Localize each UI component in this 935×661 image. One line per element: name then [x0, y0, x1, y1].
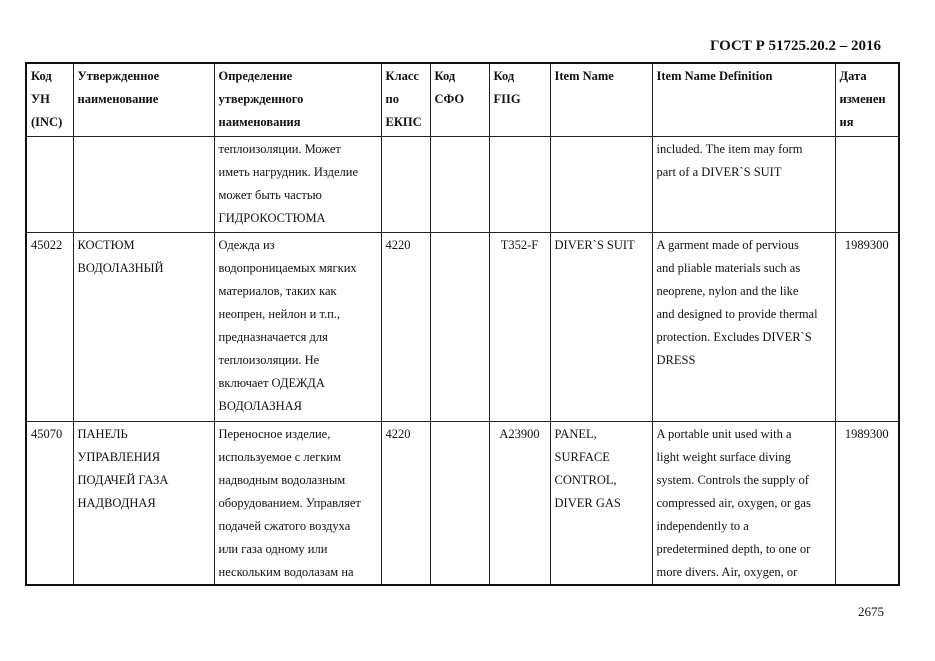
cell-text-line: independently to a: [656, 518, 749, 533]
cell-text-line: included. The item may form: [656, 141, 803, 156]
cell-text-line: 1989300: [844, 426, 889, 441]
cell-text-line: A garment made of pervious: [656, 237, 799, 252]
cell-text-line: ЕКПС: [385, 115, 422, 129]
cell-text-line: Item Name: [554, 69, 614, 83]
cell-text-line: CONTROL,: [554, 472, 617, 487]
cell-text-line: T352-F: [500, 237, 539, 252]
cell-sfo: [430, 421, 489, 585]
cell-text-line: FIIG: [493, 92, 521, 106]
header-code-un: [26, 63, 73, 136]
cell-text-line: Переносное изделие,: [218, 426, 331, 441]
cell-date: [835, 136, 899, 232]
cell-name: [73, 421, 214, 585]
cell-text-line: DIVER`S SUIT: [554, 237, 635, 252]
cell-text-line: Код: [31, 69, 52, 83]
cell-text-line: по: [385, 92, 399, 106]
cell-text-line: подачей сжатого воздуха: [218, 518, 351, 533]
cell-text-line: Утвержденное: [77, 69, 160, 83]
cell-text-line: Код: [434, 69, 456, 83]
cell-text-line: neoprene, nylon and the like: [656, 283, 799, 298]
cell-text-line: 45022: [31, 237, 63, 252]
cell-text-line: compressed air, oxygen, or gas: [656, 495, 811, 510]
cell-code: [26, 136, 73, 232]
cell-text-line: 4220: [385, 237, 411, 252]
header-class: [381, 63, 430, 136]
cell-text-line: 1989300: [844, 237, 889, 252]
header-definition: [214, 63, 381, 136]
cell-definition: [214, 232, 381, 421]
cell-text-line: ВОДОЛАЗНЫЙ: [77, 260, 164, 275]
cell-text-line: Класс: [385, 69, 419, 83]
table-row: [26, 421, 899, 585]
cell-text-line: Код: [493, 69, 515, 83]
cell-text-line: ПОДАЧЕЙ ГАЗА: [77, 472, 169, 487]
cell-fiig: [489, 136, 550, 232]
cell-text-line: Определение: [218, 69, 293, 83]
cell-text-line: ия: [839, 115, 854, 129]
cell-text-line: DRESS: [656, 352, 696, 367]
header-code-sfo: [430, 63, 489, 136]
cell-text-line: ГИДРОКОСТЮМА: [218, 210, 326, 225]
cell-text-line: ВОДОЛАЗНАЯ: [218, 398, 303, 413]
cell-text-line: УПРАВЛЕНИЯ: [77, 449, 161, 464]
cell-text-line: КОСТЮМ: [77, 237, 135, 252]
cell-definition: [214, 136, 381, 232]
cell-text-line: Дата: [839, 69, 867, 83]
cell-text-line: иметь нагрудник. Изделие: [218, 164, 359, 179]
cell-text-line: 45070: [31, 426, 63, 441]
table-row: [26, 232, 899, 421]
cell-name: [73, 136, 214, 232]
cell-text-line: наименования: [218, 115, 301, 129]
cell-date: [835, 232, 899, 421]
cell-fiig: [489, 232, 550, 421]
cell-text-line: SURFACE: [554, 449, 610, 464]
document-code: ГОСТ Р 51725.20.2 – 2016: [710, 38, 882, 54]
cell-text-line: изменен: [839, 92, 886, 106]
header-code-fiig: [489, 63, 550, 136]
cell-code: [26, 232, 73, 421]
cell-item-definition: [652, 232, 835, 421]
cell-text-line: используемое с легким: [218, 449, 342, 464]
cell-text-line: УН: [31, 92, 50, 106]
cell-text-line: DIVER GAS: [554, 495, 621, 510]
page-number: 2675: [858, 604, 884, 619]
cell-sfo: [430, 136, 489, 232]
cell-text-line: and pliable materials such as: [656, 260, 801, 275]
cell-fiig: [489, 421, 550, 585]
header-approved-name: [73, 63, 214, 136]
table-row: [26, 136, 899, 232]
header-item-name: [550, 63, 652, 136]
cell-sfo: [430, 232, 489, 421]
cell-text-line: НАДВОДНАЯ: [77, 495, 156, 510]
cell-item-name: [550, 232, 652, 421]
cell-text-line: включает ОДЕЖДА: [218, 375, 325, 390]
header-item-name-definition: [652, 63, 835, 136]
cell-code: [26, 421, 73, 585]
cell-text-line: неопрен, нейлон и т.п.,: [218, 306, 341, 321]
cell-text-line: Одежда из: [218, 237, 275, 252]
table-header-row: [26, 63, 899, 136]
cell-text-line: part of a DIVER`S SUIT: [656, 164, 782, 179]
cell-name: [73, 232, 214, 421]
cell-text-line: или газа одному или: [218, 541, 328, 556]
cell-text-line: водопроницаемых мягких: [218, 260, 357, 275]
cell-item-definition: [652, 421, 835, 585]
cell-text-line: protection. Excludes DIVER`S: [656, 329, 812, 344]
header-date-changed: [835, 63, 899, 136]
cell-text-line: надводным водолазным: [218, 472, 346, 487]
cell-class: [381, 136, 430, 232]
cell-text-line: наименование: [77, 92, 159, 106]
cell-text-line: predetermined depth, to one or: [656, 541, 811, 556]
cell-text-line: СФО: [434, 92, 465, 106]
cell-text-line: материалов, таких как: [218, 283, 337, 298]
cell-text-line: A23900: [499, 426, 540, 441]
cell-text-line: нескольким водолазам на: [218, 564, 354, 579]
cell-text-line: PANEL,: [554, 426, 597, 441]
cell-text-line: утвержденного: [218, 92, 304, 106]
cell-text-line: предназначается для: [218, 329, 328, 344]
cell-text-line: может быть частью: [218, 187, 322, 202]
cell-text-line: (INC): [31, 115, 63, 129]
cell-text-line: Item Name Definition: [656, 69, 773, 83]
cell-definition: [214, 421, 381, 585]
cell-text-line: теплоизоляции. Не: [218, 352, 320, 367]
cell-text-line: A portable unit used with a: [656, 426, 792, 441]
cell-text-line: more divers. Air, oxygen, or: [656, 564, 798, 579]
cell-class: [381, 421, 430, 585]
cell-text-line: system. Controls the supply of: [656, 472, 809, 487]
cell-item-name: [550, 421, 652, 585]
cell-date: [835, 421, 899, 585]
cell-text-line: ПАНЕЛЬ: [77, 426, 128, 441]
cell-text-line: 4220: [385, 426, 411, 441]
cell-item-name: [550, 136, 652, 232]
cell-text-line: оборудованием. Управляет: [218, 495, 361, 510]
data-table: [25, 62, 900, 586]
cell-text-line: and designed to provide thermal: [656, 306, 818, 321]
cell-class: [381, 232, 430, 421]
cell-item-definition: [652, 136, 835, 232]
cell-text-line: light weight surface diving: [656, 449, 791, 464]
cell-text-line: теплоизоляции. Может: [218, 141, 341, 156]
